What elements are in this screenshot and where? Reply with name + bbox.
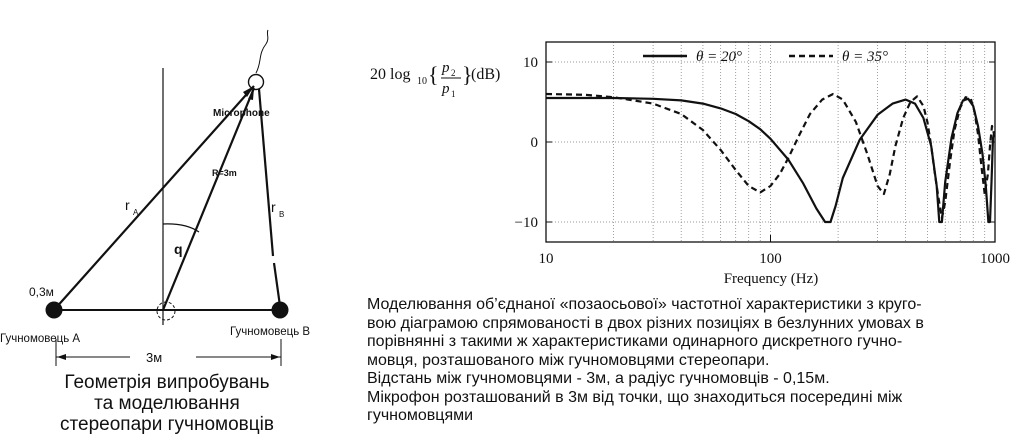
geometry-caption-line: Геометрія випробувань [64, 372, 270, 393]
y-label-brace-open: { [428, 62, 439, 87]
microphone-cable [256, 30, 268, 73]
y-tick-label: 0 [530, 135, 538, 151]
y-label-unit: (dB) [471, 66, 501, 83]
distance-label: 3м [146, 350, 163, 365]
y-label-denominator: p [442, 81, 450, 97]
y-label-brace-close: } [462, 62, 473, 87]
microphone-label: Microphone [213, 108, 270, 119]
y-label-prefix: 20 log [370, 66, 411, 83]
axis-ticks [515, 55, 1010, 267]
legend [643, 49, 888, 65]
speaker-b-label: Гучномовець В [230, 326, 311, 338]
rb-line-lower [274, 263, 280, 306]
series-line-theta-20 [546, 98, 994, 222]
distance-arrow-right-icon [271, 354, 280, 360]
speaker-b-icon [272, 302, 289, 319]
description-line: гучномовцями [367, 407, 474, 424]
geometry-caption-line: та моделювання [94, 393, 240, 414]
geometry-caption-line: стереопари гучномовців [60, 414, 274, 435]
ra-label: r [125, 197, 130, 213]
x-tick-label: 10 [538, 251, 554, 267]
rb-label: r [271, 199, 276, 215]
description-line: Відстань між гучномовцями - 3м, а радіус гучномовців - 0,15м. [367, 370, 830, 387]
legend-label: θ = 20° [696, 49, 742, 65]
geometry-caption [22, 372, 312, 435]
y-tick-label: 10 [523, 55, 538, 71]
legend-label: θ = 35° [842, 49, 888, 65]
theta-arc [163, 224, 199, 232]
y-label-numerator-sub: 2 [451, 68, 456, 78]
rb-label-sub: B [279, 210, 285, 219]
speaker-a-label: Гучномовець А [0, 333, 81, 345]
theta-label: q [174, 241, 183, 257]
ra-label-sub: A [133, 208, 139, 217]
x-tick-label: 1000 [980, 251, 1010, 267]
ra-line [54, 86, 254, 310]
geometry-diagram [0, 30, 310, 366]
y-label-denominator-sub: 1 [451, 89, 456, 99]
chart-description [367, 296, 1022, 426]
series-line-theta-35 [546, 94, 994, 218]
speaker-radius-label: 0,3м [29, 285, 54, 299]
x-axis-label: Frequency (Hz) [723, 271, 819, 287]
speaker-a-icon [46, 302, 63, 319]
description-line: мовця, розташованого між гучномовцями стереопари. [367, 351, 770, 369]
y-label-numerator: p [442, 60, 450, 76]
distance-arrow-left-icon [57, 354, 66, 360]
gridlines [546, 42, 995, 242]
r-line [163, 88, 254, 310]
x-tick-label: 100 [759, 251, 782, 267]
description-line: вою діаграмою спрямованості в двох різних позиціях в безлунних умовах в [367, 314, 924, 332]
description-line: Мікрофон розташований в 3м від точки, що знаходиться посередині між [367, 388, 903, 406]
y-axis-label [370, 60, 500, 99]
y-tick-label: −10 [514, 215, 538, 231]
description-line: порівнянні з такими ж характеристиками одинарного дискретного гучно- [367, 333, 903, 350]
frequency-response-chart [370, 42, 1010, 287]
description-line: Моделювання об’єднаної «позаосьової» частотної характеристики з круго- [367, 296, 922, 313]
r-label: R=3m [212, 168, 237, 178]
y-label-log-base: 10 [417, 76, 427, 87]
microphone-icon [249, 75, 264, 90]
series-layer [546, 94, 994, 222]
